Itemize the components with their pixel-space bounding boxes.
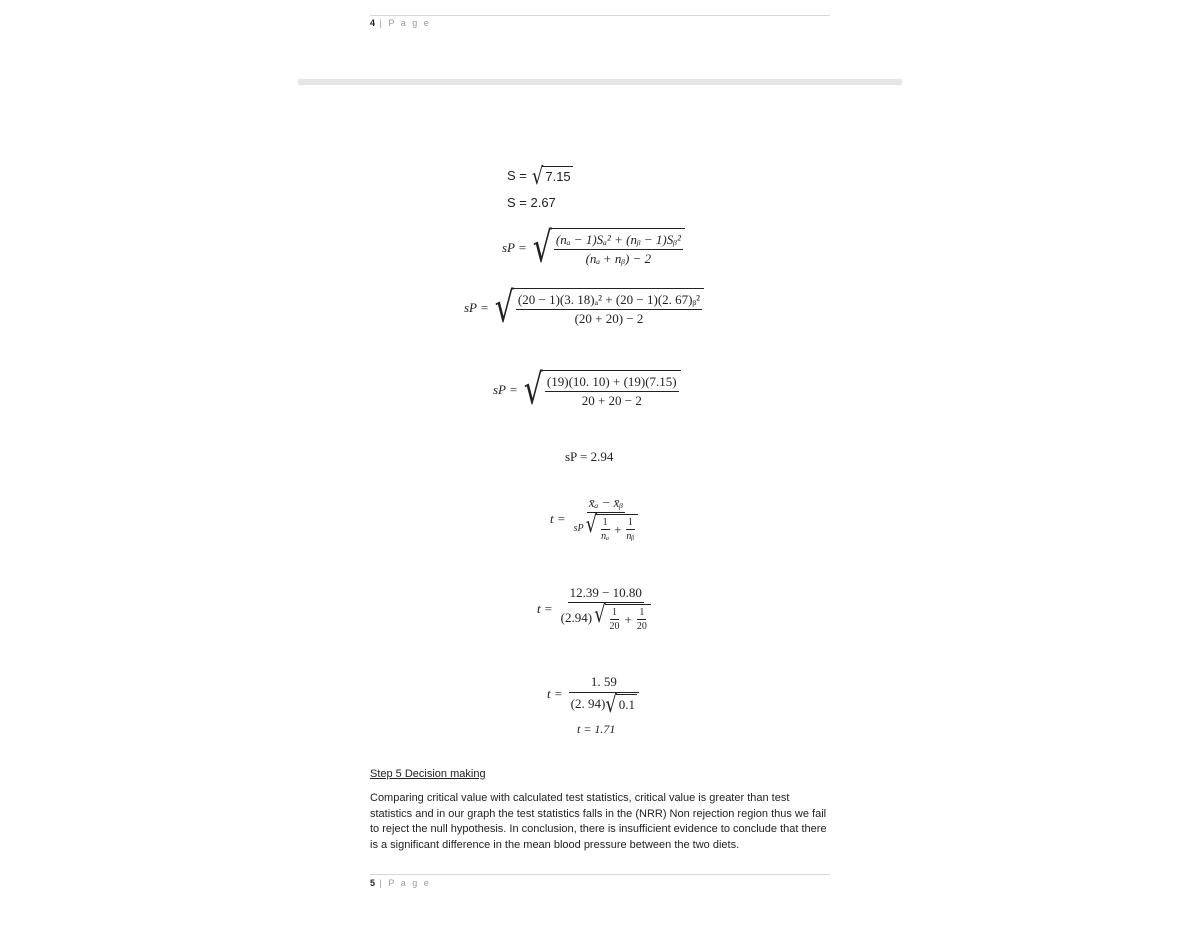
t-simplified-den-b: 0.1 xyxy=(616,694,637,713)
sp-result: sP = 2.94 xyxy=(565,449,614,464)
s-result: S = 2.67 xyxy=(507,195,556,210)
sp-substituted-equation xyxy=(464,283,704,333)
page5-label: | P a g e xyxy=(379,878,431,888)
s-sqrt-equation xyxy=(507,163,573,191)
sqrt-symbol: √ 0.1 xyxy=(605,691,636,719)
sp-squared-denominator: 20 + 20 − 2 xyxy=(581,393,642,408)
sp-substituted-numerator: (20 − 1)(3. 18)ₐ² + (20 − 1)(2. 67)ᵦ² xyxy=(516,292,702,310)
page4-label: | P a g e xyxy=(379,18,431,28)
sp-substituted-denominator: (20 + 20) − 2 xyxy=(574,311,644,326)
sqrt-symbol: √ $\frac{\text{(20 − 1)(3. 18)ₐ² + (20 − 1)(2. 67)ᵦ²}}{(20 + 20) - 2}$ xyxy=(495,288,704,327)
page-separator xyxy=(298,79,902,85)
t-substituted-lhs: t = xyxy=(537,600,553,616)
t-simplified-numerator: 1. 59 xyxy=(569,674,639,693)
sqrt-symbol: √ $\frac{(19)(10. 10) + (19)(7.15)}{20 + 20 - 2}$ xyxy=(524,370,681,409)
t-formula-sp: sP xyxy=(573,522,584,534)
step5-body: Comparing critical value with calculated test statistics, critical value is greater than test statistics and in our graph the test statistics falls in the (NRR) Non rejection region thus we fail to reject the null hypothesis. In conclusion, there is insufficient evidence to conclude that there is a significant difference in the mean blood pressure between the two diets. xyxy=(370,792,827,851)
sqrt-symbol: √ 7.15 xyxy=(531,163,571,191)
sp-formula-lhs: sP = xyxy=(502,239,527,255)
t-formula-lhs: t = xyxy=(550,510,566,526)
t-formula-plus: + xyxy=(614,521,622,537)
page4-number: 4 xyxy=(370,18,376,28)
s-sqrt-lhs: S = xyxy=(507,167,527,183)
t-substituted-numerator: 12.39 − 10.80 xyxy=(568,585,644,603)
t-formula-numerator: x̄ₐ − x̄ᵦ xyxy=(587,495,625,513)
t-substituted-plus: + xyxy=(624,611,632,627)
page4-footer-page-label xyxy=(370,18,431,28)
sqrt-symbol: √ $\frac{1}{\text{nₐ}}$ + $\frac{1}{\text{nᵦ}}$ xyxy=(586,514,639,542)
sp-squared-numerator: (19)(10. 10) + (19)(7.15) xyxy=(545,374,679,392)
page5-footer-rule xyxy=(370,874,830,875)
t-substituted-one-a: 1 xyxy=(612,607,618,618)
sp-formula-numerator: (nₐ − 1)Sₐ² + (nᵦ − 1)Sᵦ² xyxy=(554,232,683,250)
sqrt-symbol: √ $\frac{1}{20}$ + $\frac{1}{20}$ xyxy=(594,604,651,632)
sp-squared-equation xyxy=(493,365,681,415)
page5-number: 5 xyxy=(370,878,376,888)
sp-formula-denominator: (nₐ + nᵦ) − 2 xyxy=(585,251,652,266)
t-simplified-den-a: (2. 94) xyxy=(570,695,606,711)
t-formula-na: nₐ xyxy=(601,531,610,542)
t-formula-equation xyxy=(550,495,640,542)
t-substituted-one-b: 1 xyxy=(639,607,645,618)
t-substituted-sp: (2.94) xyxy=(560,610,593,625)
t-formula-nb: nᵦ xyxy=(626,531,635,542)
sp-substituted-lhs: sP = xyxy=(464,299,489,315)
s-sqrt-value: 7.15 xyxy=(542,166,572,184)
t-substituted-twenty-b: 20 xyxy=(636,621,647,632)
step5-title: Step 5 Decision making xyxy=(370,768,486,780)
sqrt-symbol: √ $\frac{\text{(nₐ − 1)Sₐ² + (nᵦ − 1)Sᵦ²}}{\text{(nₐ + nᵦ) − 2}}$ xyxy=(533,228,685,267)
t-simplified-lhs: t = xyxy=(547,685,563,701)
page4-footer-rule xyxy=(370,15,830,16)
t-simplified-equation xyxy=(547,674,639,719)
page5-footer-page-label xyxy=(370,878,431,888)
t-formula-one-a: 1 xyxy=(602,517,608,528)
t-formula-one-b: 1 xyxy=(627,517,633,528)
sp-squared-lhs: sP = xyxy=(493,381,518,397)
sp-formula-equation xyxy=(502,223,685,273)
t-substituted-twenty-a: 20 xyxy=(609,621,620,632)
t-substituted-equation xyxy=(537,585,653,632)
t-result: t = 1.71 xyxy=(577,722,616,736)
